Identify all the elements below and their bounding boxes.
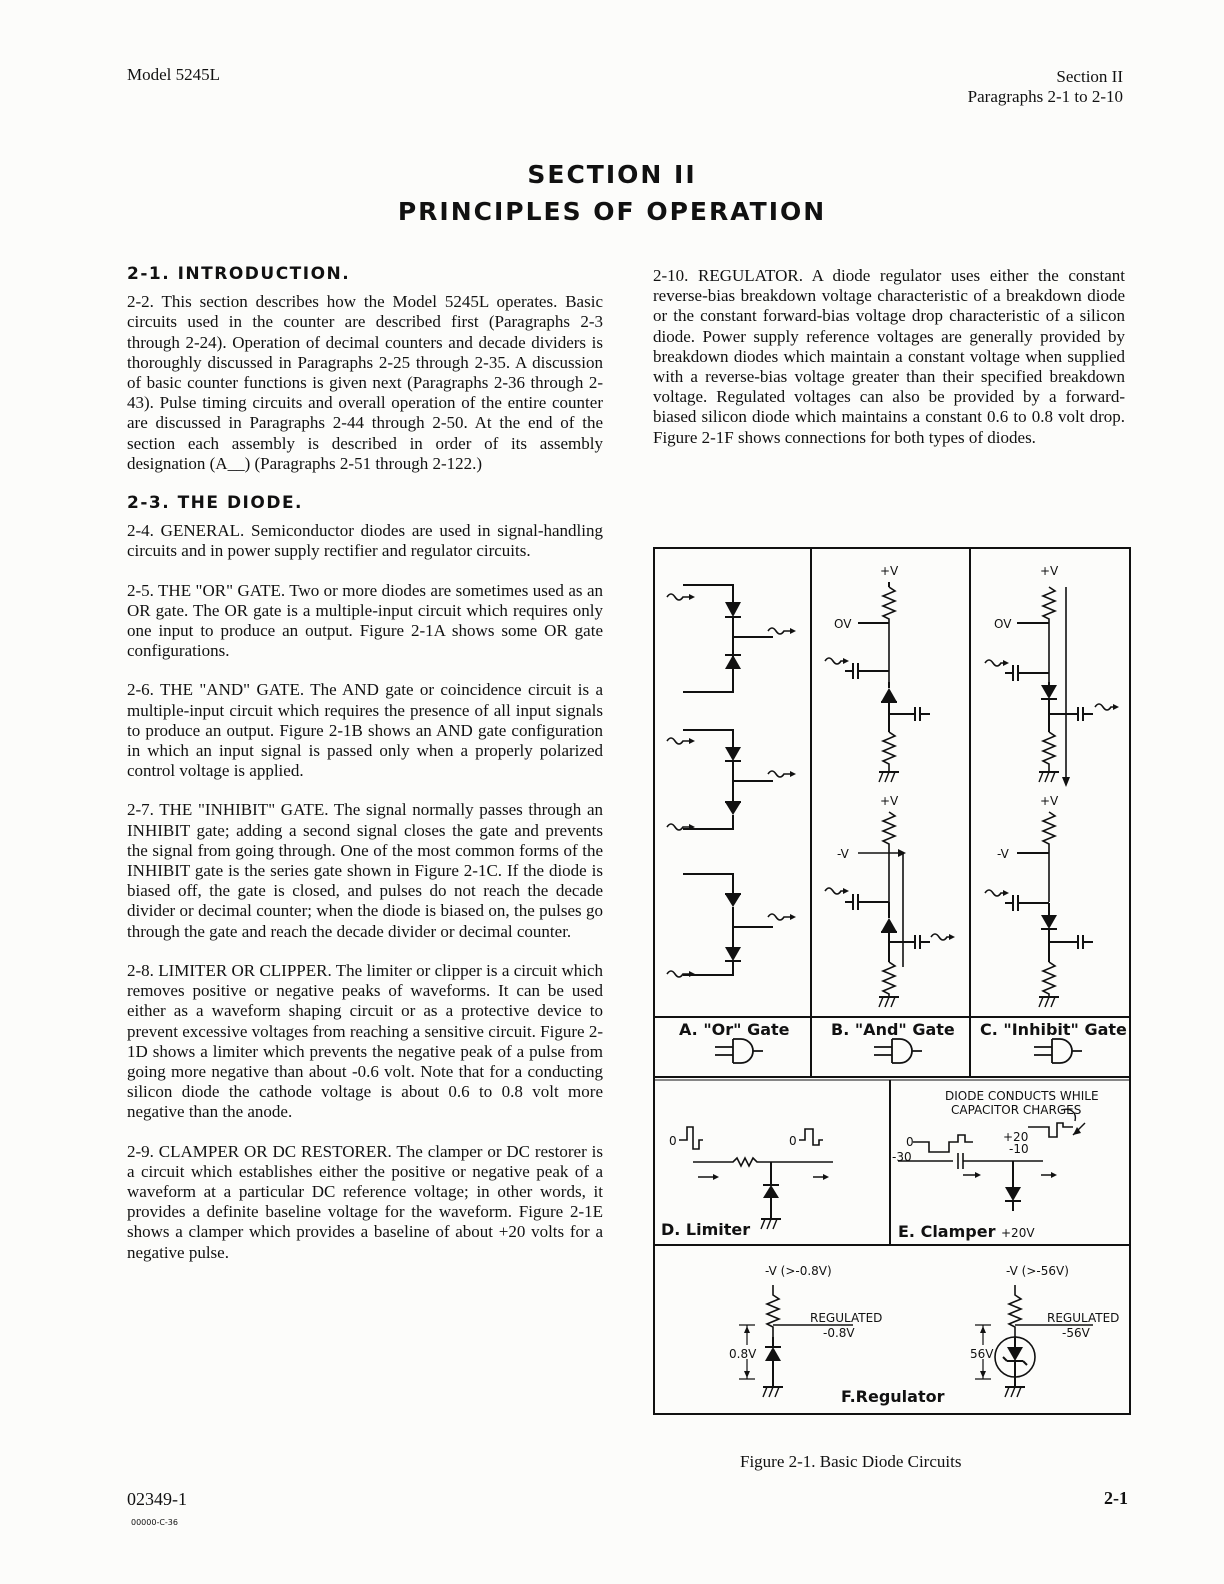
limiter-circuit [679,1127,833,1229]
section-subtitle: PRINCIPLES OF OPERATION [397,197,827,226]
paragraph-2-10: 2-10. REGULATOR. A diode regulator uses either the constant reverse-bias breakdown voltage characteristic of a breakdown diode or the constant forward-bias voltage drop characteristic of a silicon diode. Power supply reference voltages are generally provided by breakdown diodes which maintain a constant voltage when supplied with a reverse-bias voltage greater than their specified breakdown voltage. Regulated voltages can also be provided by a forward-biased silicon diode which maintains a constant 0.6 to 0.8 volt drop. Figure 2-1F shows connections for both types of diodes. [653,266,1125,447]
clamper-volt-label: +20V [1001,1226,1035,1240]
clamper-plus20: +20 [1003,1130,1029,1144]
clamper-minus10: -10 [1009,1142,1029,1156]
inhibit-plus-v-bottom: +V [1040,794,1059,808]
paragraph-2-4: 2-4. GENERAL. Semiconductor diodes are used in signal-handling circuits and in power supply rectifier and regulator circuits. [127,521,603,561]
regulator-1-supply: -V (>-0.8V) [765,1264,832,1278]
and-plus-v-bottom: +V [880,794,899,808]
gate-symbols [715,1039,1082,1063]
regulator-2-label: REGULATED [1047,1311,1120,1325]
paragraphs-header: Paragraphs 2-1 to 2-10 [967,87,1123,106]
and-minus-v: -V [837,847,849,861]
section-header: Section II [1056,67,1123,86]
figure-basic-diode-circuits [653,547,1131,1415]
clamper-note-line1: DIODE CONDUCTS WHILE [945,1089,1099,1103]
heading-introduction: 2-1. INTRODUCTION. [127,264,351,284]
document-number: 02349-1 [127,1489,187,1509]
clamper-circuit [898,1109,1085,1211]
right-column [653,266,1125,467]
figure-frame [654,548,1130,1414]
regulator-2-value: -56V [1062,1326,1090,1340]
and-zero-v: OV [834,617,852,631]
and-plus-v-top: +V [880,564,899,578]
inhibit-minus-v: -V [997,847,1009,861]
inhibit-plus-v-top: +V [1040,564,1059,578]
inhibit-zero-v: OV [994,617,1012,631]
small-code: 00000-C-36 [131,1518,178,1527]
paragraph-2-9: 2-9. CLAMPER OR DC RESTORER. The clamper or DC restorer is a circuit which establishes either the positive or negative peak of a waveform at a particular DC reference voltage; in other words, it provides a definite baseline voltage for the waveform. Figure 2-1E shows a clamper which provides a baseline of about +20 volts for a negative pulse. [127,1141,603,1262]
paragraph-2-6: 2-6. THE "AND" GATE. The AND gate or coincidence circuit is a multiple-input circuit which requires the presence of all input signals to produce an output. Figure 2-1B shows an AND gate configuration in which an input signal is passed only when a properly polarized control voltage is applied. [127,680,603,781]
or-gate-circuits [667,585,796,977]
regulator-1-drop: 0.8V [729,1347,757,1361]
or-gate-label: A. "Or" Gate [679,1020,790,1039]
regulator-2-supply: -V (>-56V) [1006,1264,1069,1278]
regulator-2-drop: 56V [970,1347,994,1361]
section-title: SECTION II [527,160,697,189]
paragraph-2-5: 2-5. THE "OR" GATE. Two or more diodes are sometimes used as an OR gate. The OR gate is a multiple-input circuit which requires only one input to produce an output. Figure 2-1A shows some OR gate configurations. [127,580,603,661]
page-number: 2-1 [1104,1488,1128,1508]
figure-caption: Figure 2-1. Basic Diode Circuits [740,1452,962,1471]
inhibit-gate-label: C. "Inhibit" Gate [980,1020,1127,1039]
regulator-label: F.Regulator [841,1387,945,1406]
paragraph-2-8: 2-8. LIMITER OR CLIPPER. The limiter or clipper is a circuit which removes positive or negative peaks of waveforms. It can be used either as a waveform shaping circuit or as a protective device to prevent excessive voltages from reaching a sensitive circuit. Figure 2-1D shows a limiter which prevents the negative peak of a pulse from going more negative than about -0.6 volt. Note that for a conducting silicon diode the cathode voltage is about 0.6 to 0.8 volt more negative than the anode. [127,960,603,1122]
clamper-zero: 0 [906,1135,914,1149]
and-gate-label: B. "And" Gate [831,1020,955,1039]
heading-the-diode: 2-3. THE DIODE. [127,493,304,514]
model-header: Model 5245L [127,65,221,84]
limiter-zero-out: 0 [789,1134,797,1148]
paragraph-2-2: 2-2. This section describes how the Model 5245L operates. Basic circuits used in the counter are described first (Paragraphs 2-3 through 2-24). Operation of decimal counters and decade dividers is thoroughly discussed in Paragraphs 2-25 through 2-35. A discussion of basic counter functions is given next (Paragraphs 2-36 through 2-43). Pulse timing circuits and overall operation of the entire counter are discussed in Paragraphs 2-44 through 2-50. At the end of the section each assembly is described in order of its assembly designation (A__) (Paragraphs 2-51 through 2-122.) [127,292,603,473]
limiter-label: D. Limiter [661,1220,751,1239]
left-column [127,264,603,1282]
clamper-minus30: -30 [892,1150,912,1164]
regulator-1-value: -0.8V [823,1326,855,1340]
limiter-zero-in: 0 [669,1134,677,1148]
clamper-note-line2: CAPACITOR CHARGES [951,1103,1082,1117]
paragraph-2-7: 2-7. THE "INHIBIT" GATE. The signal normally passes through an INHIBIT gate; adding a second signal closes the gate and prevents the signal from going through. One of the most common forms of the INHIBIT gate is the series gate shown in Figure 2-1C. If the diode is biased off, the gate is closed, and pulses do not reach the decade divider or decimal counter; when the diode is biased on, the pulses go through the gate and reach the decade divider or decimal counter. [127,800,603,941]
regulator-circuit [739,1285,1093,1397]
regulator-1-label: REGULATED [810,1311,883,1325]
clamper-label: E. Clamper [898,1222,996,1241]
